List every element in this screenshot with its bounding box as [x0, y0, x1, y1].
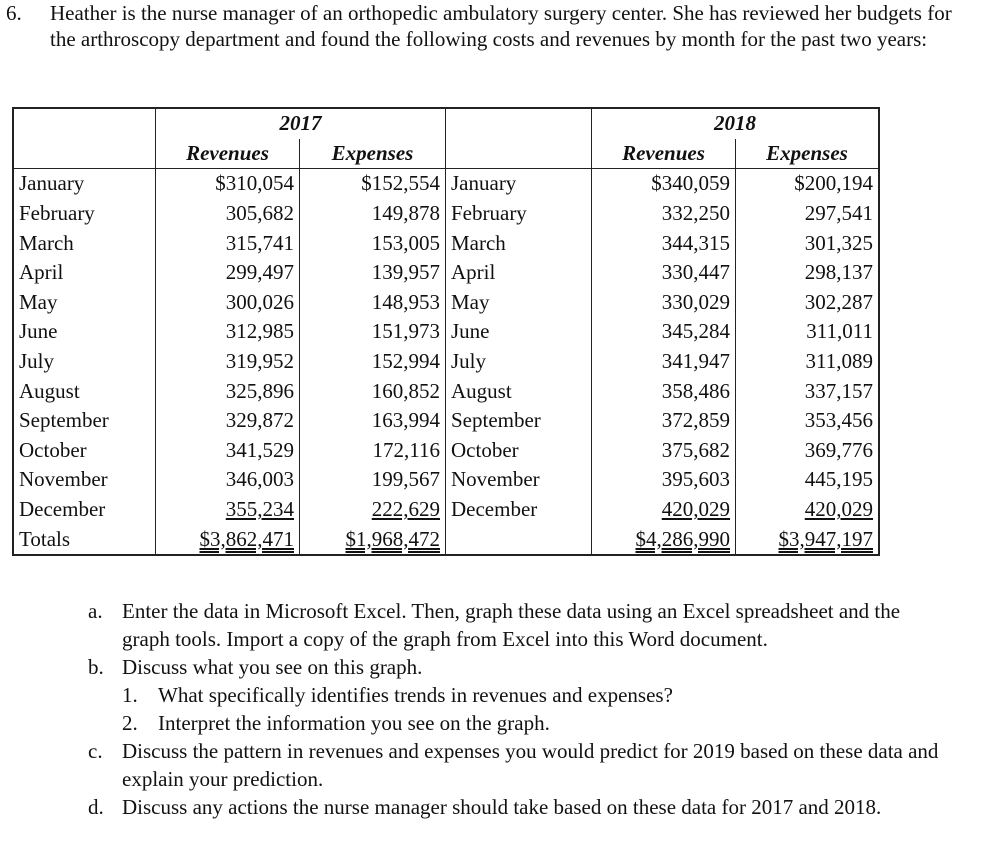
expense-2017: 160,852	[371, 378, 440, 403]
task-d-text: Discuss any actions the nurse manager should take based on these data for 2017 and 2018.	[122, 795, 882, 819]
expense-2018: 298,137	[804, 260, 873, 285]
task-d	[88, 793, 948, 821]
month-2018: October	[451, 437, 519, 462]
expense-2018: 311,011	[806, 319, 873, 344]
totals-label: Totals	[13, 524, 156, 555]
table-row	[13, 465, 879, 495]
budget-table	[12, 107, 880, 556]
revenue-2018: 420,029	[661, 497, 730, 522]
month-2017: June	[19, 319, 58, 344]
revenue-2018: 372,859	[661, 408, 730, 433]
question-number: 6.	[6, 1, 22, 25]
task-b-sub-2-label: 2.	[122, 711, 138, 735]
revenue-2018: 375,682	[661, 437, 730, 462]
total-revenues-2017: $3,862,471	[199, 526, 294, 551]
revenue-2017: 341,529	[225, 437, 294, 462]
month-2017: July	[19, 349, 55, 374]
question-6	[6, 0, 966, 52]
month-2017: December	[19, 497, 106, 522]
task-a-text: Enter the data in Microsoft Excel. Then, graph these data using an Excel spreadsheet and the graph tools. Import a copy of the graph from Excel into this Word document.	[122, 599, 901, 651]
month-2018: September	[451, 408, 541, 433]
month-2018: February	[451, 201, 527, 226]
month-2018: November	[451, 467, 540, 492]
expense-2017: 149,878	[371, 201, 440, 226]
revenue-2018: $340,059	[651, 171, 730, 196]
task-c-label: c.	[88, 739, 103, 763]
task-c	[88, 737, 948, 793]
table-row	[13, 406, 879, 436]
task-b-sub-2-text: Interpret the information you see on the graph.	[158, 711, 550, 735]
revenue-2018: 341,947	[661, 349, 730, 374]
expense-2017: 153,005	[371, 230, 440, 255]
expense-2018: 445,195	[804, 467, 873, 492]
month-2018: April	[451, 260, 496, 285]
expense-2018: $200,194	[794, 171, 873, 196]
year-2017-header: 2017	[156, 108, 446, 139]
table-row	[13, 288, 879, 318]
month-2017: January	[19, 171, 85, 196]
table-row	[13, 347, 879, 377]
expense-2017: 148,953	[371, 289, 440, 314]
revenue-2017: 319,952	[225, 349, 294, 374]
table-row	[13, 199, 879, 229]
task-a-label: a.	[88, 599, 103, 623]
table-row	[13, 317, 879, 347]
task-b-sub-2	[122, 709, 948, 737]
month-2018: January	[451, 171, 517, 196]
expenses-2017-header: Expenses	[300, 139, 446, 169]
total-expenses-2017: $1,968,472	[345, 526, 440, 551]
total-revenues-2018: $4,286,990	[635, 526, 730, 551]
task-b-text: Discuss what you see on this graph.	[122, 655, 423, 679]
question-text: Heather is the nurse manager of an orthopedic ambulatory surgery center. She has reviewed her budgets for the arthroscopy department and found the following costs and revenues by month for the past two years:	[50, 1, 952, 51]
totals-row	[13, 524, 879, 555]
revenue-2017: 299,497	[225, 260, 294, 285]
month-2018: December	[451, 497, 538, 522]
expense-2017: 151,973	[371, 319, 440, 344]
table-row	[13, 495, 879, 525]
month-rows	[13, 169, 879, 525]
revenue-2018: 358,486	[661, 378, 730, 403]
table-row	[13, 258, 879, 288]
expense-2018: 369,776	[804, 437, 873, 462]
revenue-2017: 325,896	[225, 378, 294, 403]
column-header-row	[13, 139, 879, 169]
month-2017: February	[19, 201, 95, 226]
task-d-label: d.	[88, 795, 104, 819]
revenue-2017: 300,026	[225, 289, 294, 314]
year-2018-header: 2018	[592, 108, 880, 139]
expense-2018: 353,456	[804, 408, 873, 433]
month-2017: May	[19, 289, 58, 314]
task-b	[88, 653, 948, 737]
expense-2018: 302,287	[804, 289, 873, 314]
expense-2018: 337,157	[804, 378, 873, 403]
expense-2017: 222,629	[371, 497, 440, 522]
month-2017: March	[19, 230, 74, 255]
revenue-2017: 355,234	[225, 497, 294, 522]
revenue-2017: 312,985	[225, 319, 294, 344]
task-b-sub-1-label: 1.	[122, 683, 138, 707]
expense-2017: 152,994	[371, 349, 440, 374]
expense-2017: 199,567	[371, 467, 440, 492]
revenue-2017: 315,741	[225, 230, 294, 255]
month-2018: May	[451, 289, 490, 314]
task-b-sub-1	[122, 681, 948, 709]
task-b-sub-1-text: What specifically identifies trends in revenues and expenses?	[158, 683, 673, 707]
revenue-2017: 305,682	[225, 201, 294, 226]
table-row	[13, 169, 879, 199]
month-2017: August	[19, 378, 80, 403]
month-2018: August	[451, 378, 512, 403]
month-2018: June	[451, 319, 490, 344]
revenue-2017: $310,054	[215, 171, 294, 196]
revenue-2017: 329,872	[225, 408, 294, 433]
revenues-2018-header: Revenues	[592, 139, 736, 169]
expenses-2018-header: Expenses	[736, 139, 880, 169]
task-c-text: Discuss the pattern in revenues and expenses you would predict for 2019 based on these data and explain your prediction.	[122, 739, 939, 791]
month-2017: November	[19, 467, 108, 492]
revenue-2018: 345,284	[661, 319, 730, 344]
table-row	[13, 376, 879, 406]
revenue-2017: 346,003	[225, 467, 294, 492]
revenue-2018: 330,029	[661, 289, 730, 314]
revenue-2018: 332,250	[661, 201, 730, 226]
expense-2017: 163,994	[371, 408, 440, 433]
year-header-row	[13, 108, 879, 139]
month-2017: April	[19, 260, 64, 285]
expense-2018: 297,541	[804, 201, 873, 226]
revenues-2017-header: Revenues	[156, 139, 300, 169]
total-expenses-2018: $3,947,197	[778, 526, 873, 551]
month-2017: October	[19, 437, 87, 462]
task-b-label: b.	[88, 655, 104, 679]
expense-2017: 139,957	[371, 260, 440, 285]
expense-2018: 420,029	[804, 497, 873, 522]
table-row	[13, 436, 879, 466]
revenue-2018: 395,603	[661, 467, 730, 492]
revenue-2018: 344,315	[661, 230, 730, 255]
revenue-2018: 330,447	[661, 260, 730, 285]
expense-2018: 311,089	[805, 349, 873, 374]
month-2018: July	[451, 349, 487, 374]
task-list	[88, 597, 948, 821]
month-2018: March	[451, 230, 506, 255]
expense-2018: 301,325	[804, 230, 873, 255]
table-row	[13, 228, 879, 258]
month-2017: September	[19, 408, 109, 433]
expense-2017: $152,554	[361, 171, 440, 196]
task-a	[88, 597, 948, 653]
expense-2017: 172,116	[372, 437, 440, 462]
